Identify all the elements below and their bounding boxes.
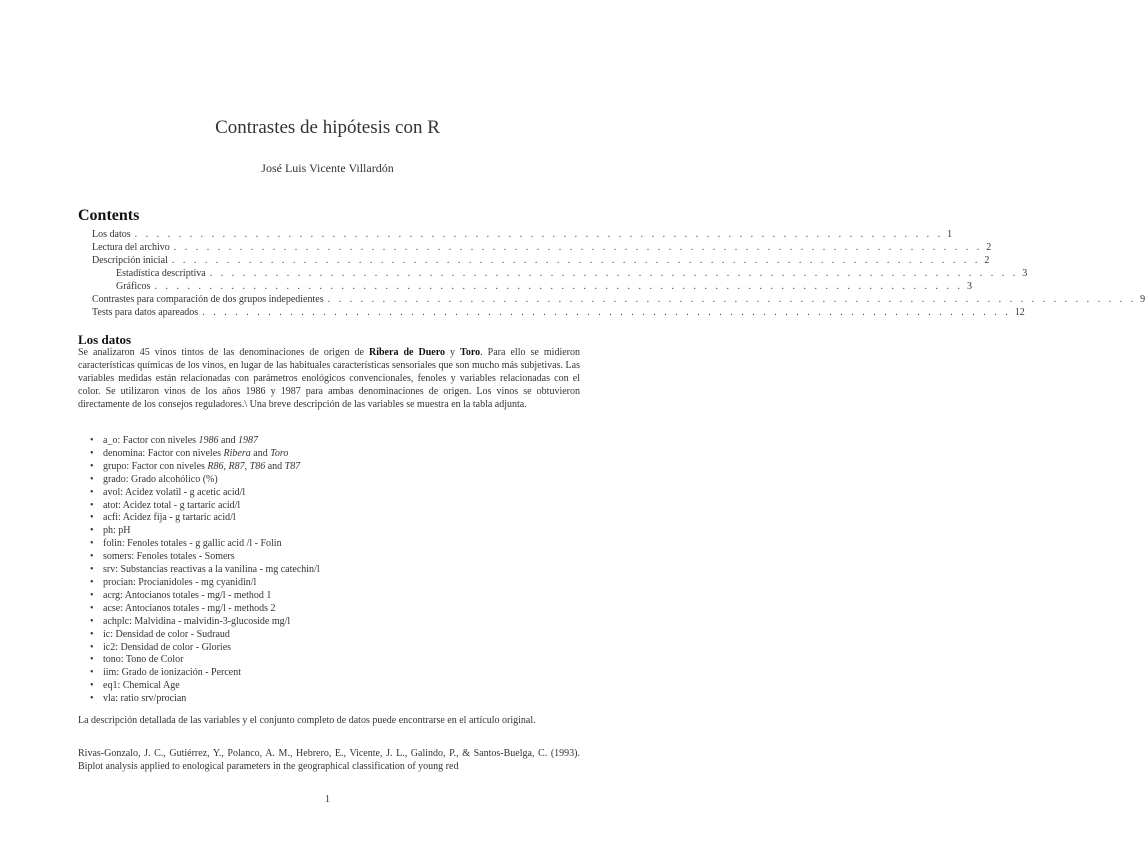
- toc-leader-dots: . . . . . . . . . . . . . . . . . . . . . . . . . . . . . . . . . . . . . . . . . . . . . . . . . . . . . . . . . . . . . . . . . . . . . . . . . .: [154, 281, 963, 292]
- list-item: • avol: Acidez volatil - g acetic acid/l: [90, 486, 246, 498]
- intro-text: Se analizaron 45 vinos tintos de las denominaciones de origen de: [78, 347, 369, 358]
- bullet-icon: •: [90, 641, 94, 653]
- toc-entry-page: 2: [984, 255, 990, 266]
- list-item: • grupo: Factor con niveles R86, R87, T86 and T87: [90, 460, 301, 472]
- bullet-icon: •: [90, 628, 94, 640]
- toc-entry-lectura[interactable]: [92, 242, 992, 255]
- list-item: • vla: ratio srv/procian: [90, 693, 187, 705]
- section-heading-los-datos: Los datos: [78, 332, 132, 347]
- bold-term-ribera: Ribera de Duero: [369, 347, 446, 358]
- toc-entry-label: Lectura del archivo: [92, 242, 170, 253]
- toc-leader-dots: . . . . . . . . . . . . . . . . . . . . . . . . . . . . . . . . . . . . . . . . . . . . . . . . . . . . . . . . . . . . . . . . . . . . . . . . . .: [173, 242, 983, 253]
- bullet-icon: •: [90, 473, 94, 485]
- list-item: • denomina: Factor con niveles Ribera and Toro: [90, 447, 289, 459]
- bullet-icon: •: [90, 512, 94, 524]
- toc-entry-page: 12: [1014, 307, 1025, 318]
- bullet-icon: •: [90, 615, 94, 627]
- toc-leader-dots: . . . . . . . . . . . . . . . . . . . . . . . . . . . . . . . . . . . . . . . . . . . . . . . . . . . . . . . . . . . . . . . . . . . . . . . . . .: [209, 268, 1019, 279]
- bullet-icon: •: [90, 693, 94, 705]
- reference-paragraph: Rivas-Gonzalo, J. C., Gutiérrez, Y., Polanco, A. M., Hebrero, E., Vicente, J. L., Galindo, P., & Santos-Buelga, C. (1993). Biplot analysis applied to enological parameters in the geographical classification of young red: [78, 748, 580, 772]
- toc-entry-label: Descripción inicial: [92, 255, 168, 266]
- list-item: • srv: Substancias reactivas a la vanilina - mg catechin/l: [90, 564, 320, 576]
- list-item: • ph: pH: [90, 525, 131, 537]
- toc-entry-estadistica[interactable]: [116, 268, 1028, 281]
- toc-entry-tests[interactable]: [92, 307, 1025, 320]
- toc-entry-page: 1: [947, 229, 953, 240]
- bullet-icon: •: [90, 447, 94, 459]
- list-item: • grado: Grado alcohólico (%): [90, 473, 218, 485]
- toc-leader-dots: . . . . . . . . . . . . . . . . . . . . . . . . . . . . . . . . . . . . . . . . . . . . . . . . . . . . . . . . . . . . . . . . . . . . . . . . . .: [327, 294, 1137, 305]
- list-item: • somers: Fenoles totales - Somers: [90, 551, 235, 563]
- list-item: • ic: Densidad de color - Sudraud: [90, 628, 230, 640]
- toc-entry-label: Estadística descriptiva: [116, 268, 206, 279]
- bullet-icon: •: [90, 589, 94, 601]
- bullet-icon: •: [90, 551, 94, 563]
- bullet-icon: •: [90, 576, 94, 588]
- toc-entry-label: Tests para datos apareados: [92, 307, 199, 318]
- intro-paragraph: [78, 346, 580, 411]
- toc-entry-page: 9: [1140, 294, 1145, 305]
- toc-entry-page: 3: [966, 281, 972, 292]
- toc-entry-contrastes[interactable]: [92, 294, 1145, 307]
- page-title: Contrastes de hipótesis con R: [215, 117, 440, 138]
- bullet-icon: •: [90, 460, 94, 472]
- author-name: José Luis Vicente Villardón: [261, 161, 394, 175]
- toc-entry-graficos[interactable]: [116, 281, 972, 294]
- toc-entry-page: 3: [1022, 268, 1028, 279]
- list-item: • procian: Procianidoles - mg cyanidin/l: [90, 576, 257, 588]
- list-item: • folin: Fenoles totales - g gallic acid /l - Folin: [90, 538, 282, 550]
- list-item: • atot: Acidez total - g tartaric acid/l: [90, 499, 241, 511]
- bullet-icon: •: [90, 538, 94, 550]
- list-item: • tono: Tono de Color: [90, 654, 184, 666]
- bullet-icon: •: [90, 564, 94, 576]
- toc-entry-los-datos[interactable]: [92, 229, 953, 242]
- contents-heading: Contents: [78, 207, 140, 224]
- intro-text: y: [445, 347, 461, 358]
- closing-paragraph: La descripción detallada de las variables y el conjunto completo de datos puede encontrarse en el artículo original.: [78, 715, 536, 726]
- bullet-icon: •: [90, 654, 94, 666]
- toc-entry-descripcion[interactable]: [92, 255, 990, 268]
- intro-text: . Para ello se midieron características químicas de los vinos, en lugar de las habituales características sensoriales que son mucho más subjetivas. Las variables medidas están relacionadas con parámetros enológicos convencionales, fenoles y variables relacionadas con el color. Se utilizaron vinos de los años 1986 y 1987 para ambas denominaciones de origen. Los vinos se obtuvieron directamente de los consejos reguladores.\ Una breve descripción de las variables se muestra en la tabla adjunta.: [78, 347, 581, 410]
- bullet-icon: •: [90, 499, 94, 511]
- bullet-icon: •: [90, 525, 94, 537]
- list-item: • iim: Grado de ionización - Percent: [90, 667, 242, 679]
- toc-entry-label: Los datos: [92, 229, 131, 240]
- bold-term-toro: Toro: [460, 347, 481, 358]
- toc-entry-page: 2: [986, 242, 992, 253]
- list-item: • acfi: Acidez fija - g tartaric acid/l: [90, 512, 236, 524]
- bullet-icon: •: [90, 486, 94, 498]
- list-item: • eq1: Chemical Age: [90, 680, 180, 692]
- variables-list: [90, 435, 570, 706]
- toc-entry-label: Contrastes para comparación de dos grupos indepedientes: [92, 294, 324, 305]
- toc-leader-dots: . . . . . . . . . . . . . . . . . . . . . . . . . . . . . . . . . . . . . . . . . . . . . . . . . . . . . . . . . . . . . . . . . . . . . . . . . .: [171, 255, 981, 266]
- list-item: • achplc: Malvidina - malvidin-3-glucoside mg/l: [90, 615, 291, 627]
- bullet-icon: •: [90, 667, 94, 679]
- toc-leader-dots: . . . . . . . . . . . . . . . . . . . . . . . . . . . . . . . . . . . . . . . . . . . . . . . . . . . . . . . . . . . . . . . . . . . . . . . . . .: [202, 307, 1011, 318]
- bullet-icon: •: [90, 602, 94, 614]
- bullet-icon: •: [90, 435, 94, 446]
- toc-entry-label: Gráficos: [116, 281, 151, 292]
- list-item: • acrg: Antocianos totales - mg/l - method 1: [90, 589, 272, 601]
- list-item: • ic2: Densidad de color - Glories: [90, 641, 232, 653]
- bullet-icon: •: [90, 680, 94, 692]
- list-item: • a_o: Factor con niveles 1986 and 1987: [90, 435, 258, 446]
- page-number: 1: [325, 794, 330, 805]
- list-item: • acse: Antocianos totales - mg/l - methods 2: [90, 602, 276, 614]
- toc-leader-dots: . . . . . . . . . . . . . . . . . . . . . . . . . . . . . . . . . . . . . . . . . . . . . . . . . . . . . . . . . . . . . . . . . . . . . . . . . .: [134, 229, 944, 240]
